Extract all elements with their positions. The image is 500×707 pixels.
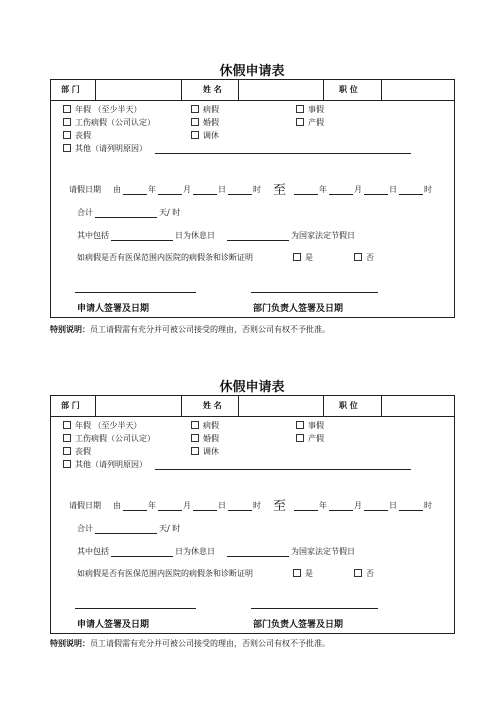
holiday-days-line[interactable] [227,240,289,241]
to-month-line[interactable] [329,194,353,195]
checkbox-icon[interactable] [63,144,71,152]
name-field[interactable] [239,396,323,416]
hour-label: 时 [253,501,261,510]
checkbox-icon[interactable] [63,460,71,468]
position-field[interactable] [382,80,454,100]
checkbox-icon[interactable] [63,434,71,442]
option-funeral-leave[interactable]: 丧假 [63,446,91,457]
option-compensatory-leave[interactable]: 调休 [191,130,219,141]
form-table [50,395,455,634]
from-month-line[interactable] [158,194,182,195]
checkbox-icon[interactable] [191,131,199,139]
form-title: 休假申请表 [219,64,285,79]
year-label: 年 [319,185,327,194]
day-label: 日 [218,501,226,510]
checkbox-icon[interactable] [63,118,71,126]
total-label: 合计 [77,524,93,533]
to-hour-line[interactable] [399,510,423,511]
to-day-line[interactable] [364,510,388,511]
option-personal-leave[interactable]: 事假 [296,420,324,431]
sick-question: 如病假是否有医保范围内医院的病假条和诊断证明 [77,569,253,578]
day-label: 日 [389,501,397,510]
header-row [51,80,454,101]
checkbox-icon[interactable] [296,105,304,113]
checkbox-icon[interactable] [296,118,304,126]
from-day-line[interactable] [193,194,217,195]
other-reason-line[interactable] [155,469,411,470]
option-annual-leave[interactable]: 年假 （至少半天） [63,420,142,431]
header-row [51,396,454,417]
from-label: 由 [113,501,121,510]
date-label: 请假日期 [69,185,101,194]
applicant-signature-line[interactable] [75,608,196,609]
from-hour-line[interactable] [228,510,252,511]
checkbox-icon[interactable] [191,118,199,126]
to-month-line[interactable] [329,510,353,511]
includes-label: 其中包括 [77,547,109,556]
date-label: 请假日期 [69,501,101,510]
day-label: 日 [389,185,397,194]
option-maternity-leave[interactable]: 产假 [296,433,324,444]
year-label: 年 [148,185,156,194]
checkbox-icon[interactable] [63,447,71,455]
month-label: 月 [354,185,362,194]
position-field[interactable] [382,396,454,416]
applicant-signature-label: 申请人签署及日期 [77,304,150,314]
from-hour-line[interactable] [228,194,252,195]
checkbox-icon[interactable] [63,131,71,139]
checkbox-icon[interactable] [293,569,301,577]
option-injury-leave[interactable]: 工伤病假（公司认定） [63,433,155,444]
form-table [50,79,455,318]
option-sick-leave[interactable]: 病假 [191,104,219,115]
from-label: 由 [113,185,121,194]
other-reason-line[interactable] [155,153,411,154]
special-note: 特别说明：员工请假需有充分并可被公司接受的理由，否则公司有权不予批准。 [50,325,330,334]
option-marriage-leave[interactable]: 婚假 [191,433,219,444]
option-personal-leave[interactable]: 事假 [296,104,324,115]
to-label: 至 [273,183,287,198]
manager-signature-line[interactable] [251,608,378,609]
leave-form-1 [50,58,454,340]
from-year-line[interactable] [123,510,147,511]
total-label: 合计 [77,208,93,217]
option-annual-leave[interactable]: 年假 （至少半天） [63,104,142,115]
manager-signature-label: 部门负责人签署及日期 [253,620,344,630]
option-other-leave[interactable]: 其他（请列明原因） [63,459,147,470]
checkbox-icon[interactable] [63,105,71,113]
month-label: 月 [183,501,191,510]
total-unit: 天/ 时 [159,208,181,217]
dept-field[interactable] [96,396,181,416]
from-month-line[interactable] [158,510,182,511]
option-yes[interactable]: 是 [293,252,313,263]
special-note: 特别说明：员工请假需有充分并可被公司接受的理由，否则公司有权不予批准。 [50,639,330,648]
holiday-label: 为国家法定节假日 [291,231,355,240]
applicant-signature-line[interactable] [75,292,196,293]
checkbox-icon[interactable] [293,253,301,261]
leave-form-2 [50,374,454,656]
year-label: 年 [319,501,327,510]
hour-label: 时 [424,185,432,194]
name-label: 姓 名 [203,85,222,94]
includes-label: 其中包括 [77,231,109,240]
checkbox-icon[interactable] [354,253,362,261]
sick-question: 如病假是否有医保范围内医院的病假条和诊断证明 [77,253,253,262]
checkbox-icon[interactable] [354,569,362,577]
hour-label: 时 [424,501,432,510]
option-no[interactable]: 否 [354,568,374,579]
checkbox-icon[interactable] [191,434,199,442]
day-label: 日 [218,185,226,194]
to-year-line[interactable] [294,194,318,195]
total-days-line[interactable] [95,217,157,218]
checkbox-icon[interactable] [191,447,199,455]
holiday-label: 为国家法定节假日 [291,547,355,556]
option-funeral-leave[interactable]: 丧假 [63,130,91,141]
checkbox-icon[interactable] [191,421,199,429]
dept-label: 部 门 [61,401,80,410]
year-label: 年 [148,501,156,510]
to-day-line[interactable] [364,194,388,195]
option-yes[interactable]: 是 [293,568,313,579]
checkbox-icon[interactable] [296,434,304,442]
rest-days-label: 日为休息日 [175,231,215,240]
option-maternity-leave[interactable]: 产假 [296,117,324,128]
checkbox-icon[interactable] [296,421,304,429]
manager-signature-label: 部门负责人签署及日期 [253,304,344,314]
hour-label: 时 [253,185,261,194]
position-label: 职 位 [339,401,358,410]
option-marriage-leave[interactable]: 婚假 [191,117,219,128]
from-year-line[interactable] [123,194,147,195]
checkbox-icon[interactable] [191,105,199,113]
month-label: 月 [354,501,362,510]
option-no[interactable]: 否 [354,252,374,263]
holiday-days-line[interactable] [227,556,289,557]
option-injury-leave[interactable]: 工伤病假（公司认定） [63,117,155,128]
dept-field[interactable] [96,80,181,100]
checkbox-icon[interactable] [63,421,71,429]
to-label: 至 [273,499,287,514]
dept-label: 部 门 [61,85,80,94]
from-day-line[interactable] [193,510,217,511]
rest-days-line[interactable] [111,240,173,241]
option-compensatory-leave[interactable]: 调休 [191,446,219,457]
total-days-line[interactable] [95,533,157,534]
option-other-leave[interactable]: 其他（请列明原因） [63,143,147,154]
applicant-signature-label: 申请人签署及日期 [77,620,150,630]
manager-signature-line[interactable] [251,292,378,293]
option-sick-leave[interactable]: 病假 [191,420,219,431]
month-label: 月 [183,185,191,194]
total-unit: 天/ 时 [159,524,181,533]
name-field[interactable] [239,80,323,100]
to-hour-line[interactable] [399,194,423,195]
name-label: 姓 名 [203,401,222,410]
rest-days-line[interactable] [111,556,173,557]
to-year-line[interactable] [294,510,318,511]
position-label: 职 位 [339,85,358,94]
form-title: 休假申请表 [219,380,285,395]
rest-days-label: 日为休息日 [175,547,215,556]
